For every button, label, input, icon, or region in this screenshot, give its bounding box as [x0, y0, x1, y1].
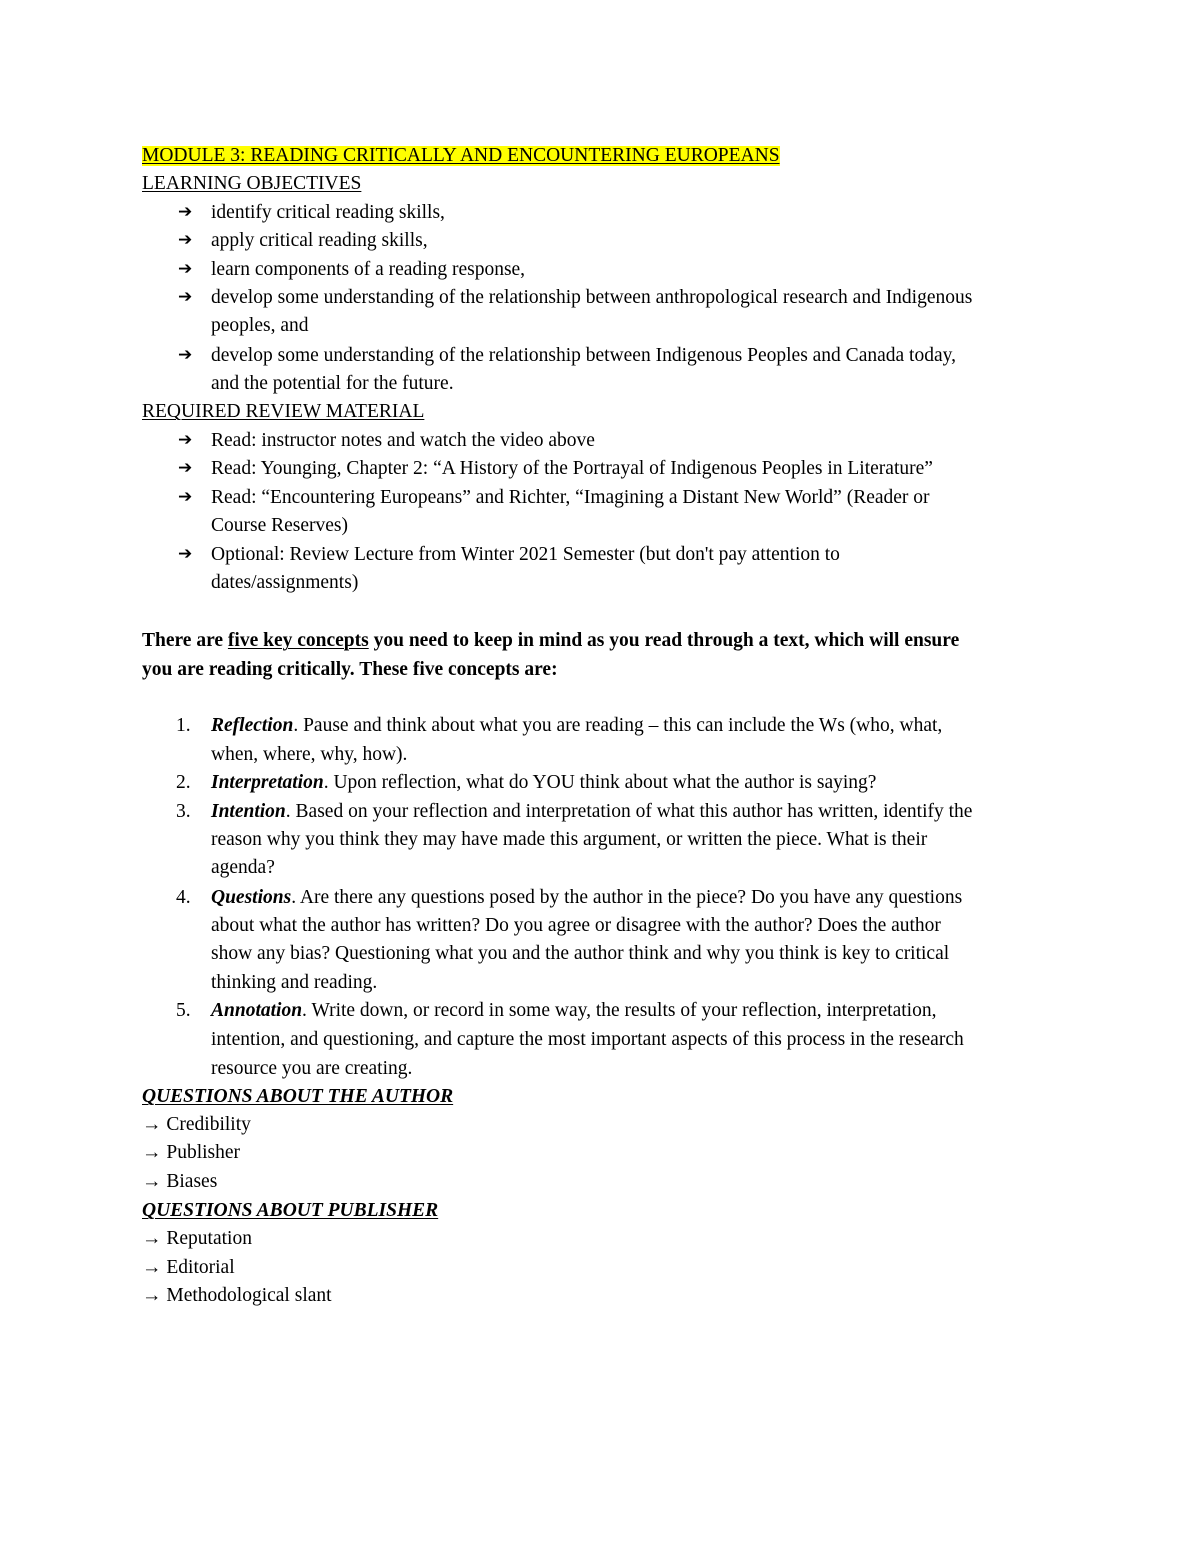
learning-objectives-heading: LEARNING OBJECTIVES: [142, 173, 362, 194]
right-arrow-icon: ➔: [178, 458, 193, 478]
concept-item-line: when, where, why, how).: [211, 744, 408, 765]
list-number: 2.: [176, 772, 191, 793]
concept-item-line: resource you are creating.: [211, 1058, 413, 1079]
intro-text: you need to keep in mind as you read through a text, which will ensure: [368, 630, 960, 651]
concept-item-line: thinking and reading.: [211, 972, 378, 993]
right-arrow-icon: ➔: [178, 287, 193, 307]
review-item-line: Optional: Review Lecture from Winter 2021 Semester (but don't pay attention to: [211, 544, 840, 565]
right-arrow-icon: ➔: [178, 544, 193, 564]
right-arrow-icon: ➔: [178, 487, 193, 507]
concept-text: . Upon reflection, what do YOU think about what the author is saying?: [323, 772, 877, 793]
publisher-question-item: → Reputation: [142, 1228, 252, 1249]
list-number: 1.: [176, 715, 191, 736]
list-number: 4.: [176, 887, 191, 908]
concept-text: . Write down, or record in some way, the results of your reflection, interpretation,: [302, 1000, 937, 1021]
author-question-item: → Credibility: [142, 1114, 251, 1135]
publisher-question-item: → Editorial: [142, 1257, 235, 1278]
concept-item-line: [211, 716, 942, 736]
concept-item-line: [211, 888, 962, 908]
concept-item-line: [211, 773, 876, 793]
intro-line: [142, 631, 959, 651]
concept-term: Annotation: [211, 1000, 303, 1021]
objective-item: learn components of a reading response,: [211, 259, 526, 280]
concept-item-line: about what the author has written? Do you agree or disagree with the author? Does the author: [211, 915, 941, 936]
review-item-line: Course Reserves): [211, 515, 349, 536]
review-item: Read: Younging, Chapter 2: “A History of the Portrayal of Indigenous Peoples in Literature”: [211, 458, 933, 479]
concept-term: Intention: [211, 801, 286, 822]
objective-item-line: develop some understanding of the relationship between anthropological research and Indigenous: [211, 287, 973, 308]
right-arrow-icon: ➔: [178, 430, 193, 450]
review-material-heading: REQUIRED REVIEW MATERIAL: [142, 401, 425, 422]
objective-item: apply critical reading skills,: [211, 230, 428, 251]
objective-item: identify critical reading skills,: [211, 202, 445, 223]
list-number: 5.: [176, 1000, 191, 1021]
publisher-question-item: → Methodological slant: [142, 1285, 332, 1306]
objective-item-line: develop some understanding of the relationship between Indigenous Peoples and Canada today,: [211, 345, 956, 366]
concept-term: Reflection: [211, 715, 294, 736]
author-question-item: → Biases: [142, 1171, 218, 1192]
right-arrow-icon: ➔: [178, 259, 193, 279]
concept-text: . Pause and think about what you are reading – this can include the Ws (who, what,: [293, 715, 943, 736]
review-item-line: Read: “Encountering Europeans” and Richter, “Imagining a Distant New World” (Reader or: [211, 487, 930, 508]
concept-item-line: [211, 802, 972, 822]
right-arrow-icon: ➔: [178, 230, 193, 250]
list-number: 3.: [176, 801, 191, 822]
module-title: MODULE 3: READING CRITICALLY AND ENCOUNTERING EUROPEANS: [142, 145, 780, 166]
right-arrow-icon: ➔: [178, 345, 193, 365]
concept-term: Interpretation: [211, 772, 324, 793]
concept-item-line: show any bias? Questioning what you and the author think and why you think is key to critical: [211, 943, 950, 964]
review-item: Read: instructor notes and watch the video above: [211, 430, 595, 451]
concept-item-line: reason why you think they may have made this argument, or written the piece. What is their: [211, 829, 928, 850]
intro-line: you are reading critically. These five concepts are:: [142, 659, 558, 680]
concept-item-line: intention, and questioning, and capture the most important aspects of this process in the research: [211, 1029, 964, 1050]
intro-text: There are: [142, 630, 228, 651]
objective-item-line: and the potential for the future.: [211, 373, 454, 394]
concept-term: Questions: [211, 887, 292, 908]
publisher-questions-heading: QUESTIONS ABOUT PUBLISHER: [142, 1200, 439, 1221]
author-question-item: → Publisher: [142, 1142, 241, 1163]
objective-item-line: peoples, and: [211, 315, 309, 336]
right-arrow-icon: ➔: [178, 202, 193, 222]
key-concepts-emphasis: five key concepts: [227, 630, 369, 651]
concept-item-line: [211, 1001, 936, 1021]
concept-item-line: agenda?: [211, 857, 275, 878]
concept-text: . Based on your reflection and interpretation of what this author has written, identify the: [285, 801, 973, 822]
author-questions-heading: QUESTIONS ABOUT THE AUTHOR: [142, 1086, 454, 1107]
review-item-line: dates/assignments): [211, 572, 359, 593]
concept-text: . Are there any questions posed by the author in the piece? Do you have any questions: [291, 887, 963, 908]
